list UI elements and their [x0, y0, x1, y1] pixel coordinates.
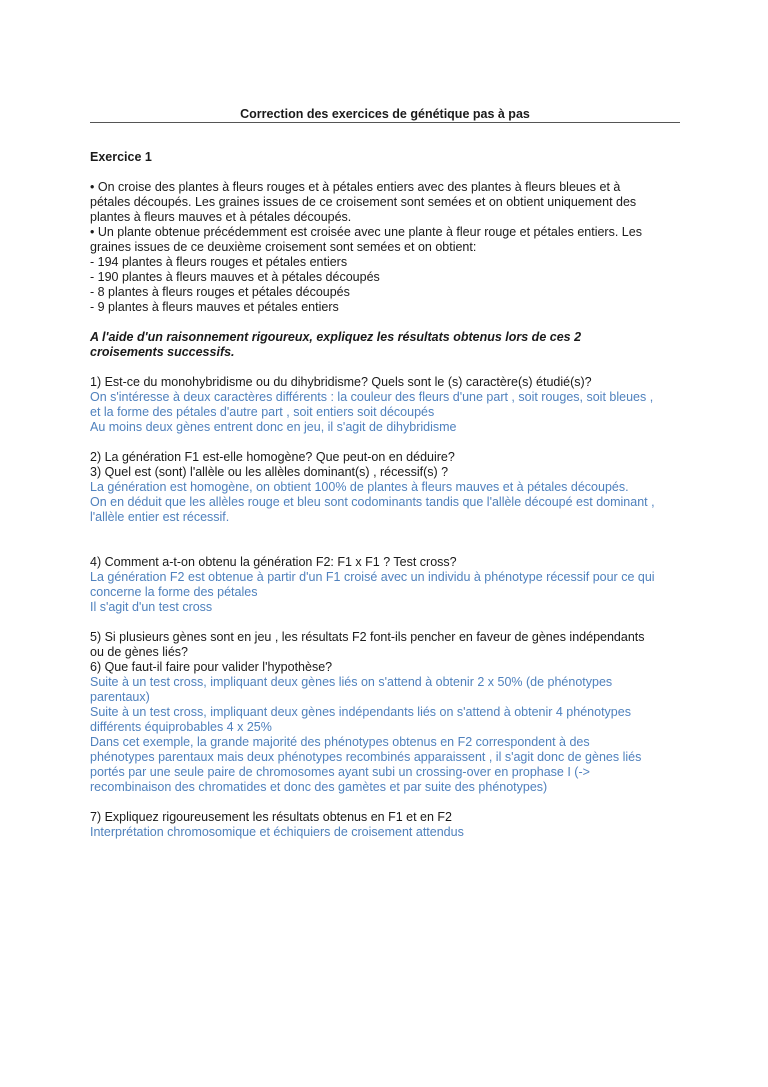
answer-line: La génération est homogène, on obtient 100% de plantes à fleurs mauves et à pétales découpés. — [90, 480, 629, 494]
answer-line: concerne la forme des pétales — [90, 585, 258, 599]
question-line: 7) Expliquez rigoureusement les résultats obtenus en F1 et en F2 — [90, 810, 453, 824]
spacer — [90, 435, 690, 450]
statement-line: • On croise des plantes à fleurs rouges et à pétales entiers avec des plantes à fleurs bleues et à — [90, 180, 621, 194]
question-block-5-6 — [90, 630, 690, 795]
statement-line: - 194 plantes à fleurs rouges et pétales entiers — [90, 255, 348, 269]
answer-line: et la forme des pétales d'autre part , soit entiers soit découpés — [90, 405, 435, 419]
answer-line: l'allèle entier est récessif. — [90, 510, 230, 524]
spacer — [90, 540, 690, 555]
answer-line: La génération F2 est obtenue à partir d'un F1 croisé avec un individu à phénotype récessif pour ce qui — [90, 570, 655, 584]
question-line: ou de gènes liés? — [90, 645, 188, 659]
answer-line: portés par une seule paire de chromosomes ayant subi un crossing-over en prophase I (-> — [90, 765, 590, 779]
question-line: 2) La génération F1 est-elle homogène? Que peut-on en déduire? — [90, 450, 455, 464]
answer-line: phénotypes parentaux mais deux phénotypes recombinés apparaissent , il s'agit donc de gènes liés — [90, 750, 642, 764]
statement-line: - 8 plantes à fleurs rouges et pétales découpés — [90, 285, 350, 299]
task-instruction — [90, 330, 690, 360]
task-line: A l'aide d'un raisonnement rigoureux, expliquez les résultats obtenus lors de ces 2 — [90, 330, 582, 344]
spacer — [90, 360, 690, 375]
exercise-statement — [90, 180, 690, 315]
title-underline — [90, 122, 680, 123]
statement-line: • Un plante obtenue précédemment est croisée avec une plante à fleur rouge et pétales entiers. Les — [90, 225, 642, 239]
question-block-2-3 — [90, 450, 690, 525]
document-title: Correction des exercices de génétique pas à pas — [240, 107, 530, 121]
statement-line: - 190 plantes à fleurs mauves et à pétales découpés — [90, 270, 380, 284]
answer-line: recombinaison des chromatides et donc des gamètes et par suite des phénotypes) — [90, 780, 548, 794]
answer-line: Au moins deux gènes entrent donc en jeu, il s'agit de dihybridisme — [90, 420, 457, 434]
question-line: 5) Si plusieurs gènes sont en jeu , les résultats F2 font-ils pencher en faveur de gènes indépendants — [90, 630, 645, 644]
answer-line: Il s'agit d'un test cross — [90, 600, 213, 614]
spacer — [90, 315, 690, 330]
statement-line: plantes à fleurs mauves et à pétales découpés. — [90, 210, 352, 224]
task-line: croisements successifs. — [90, 345, 235, 359]
question-line: 1) Est-ce du monohybridisme ou du dihybridisme? Quels sont le (s) caractère(s) étudié(s)? — [90, 375, 592, 389]
answer-line: Suite à un test cross, impliquant deux gènes liés on s'attend à obtenir 2 x 50% (de phénotypes — [90, 675, 613, 689]
answer-line: Interprétation chromosomique et échiquiers de croisement attendus — [90, 825, 464, 839]
statement-line: - 9 plantes à fleurs mauves et pétales entiers — [90, 300, 339, 314]
question-block-1 — [90, 375, 690, 435]
spacer — [90, 165, 690, 180]
spacer — [90, 525, 690, 540]
question-line: 6) Que faut-il faire pour valider l'hypothèse? — [90, 660, 333, 674]
statement-line: graines issues de ce deuxième croisement sont semées et on obtient: — [90, 240, 477, 254]
answer-line: Dans cet exemple, la grande majorité des phénotypes obtenus en F2 correspondent à des — [90, 735, 590, 749]
question-line: 4) Comment a-t-on obtenu la génération F2: F1 x F1 ? Test cross? — [90, 555, 457, 569]
answer-line: différents équiprobables 4 x 25% — [90, 720, 272, 734]
answer-line: parentaux) — [90, 690, 150, 704]
answer-line: On s'intéresse à deux caractères différents : la couleur des fleurs d'une part , soit rouges, soit bleues , — [90, 390, 654, 404]
document-body — [90, 150, 690, 840]
spacer — [90, 615, 690, 630]
exercise-heading: Exercice 1 — [90, 150, 152, 164]
question-line: 3) Quel est (sont) l'allèle ou les allèles dominant(s) , récessif(s) ? — [90, 465, 449, 479]
question-block-7 — [90, 810, 690, 840]
spacer — [90, 795, 690, 810]
statement-line: pétales découpés. Les graines issues de ce croisement sont semées et on obtient uniquement des — [90, 195, 637, 209]
answer-line: Suite à un test cross, impliquant deux gènes indépendants liés on s'attend à obtenir 4 phénotypes — [90, 705, 631, 719]
answer-line: On en déduit que les allèles rouge et bleu sont codominants tandis que l'allèle découpé est dominant , — [90, 495, 655, 509]
question-block-4 — [90, 555, 690, 615]
